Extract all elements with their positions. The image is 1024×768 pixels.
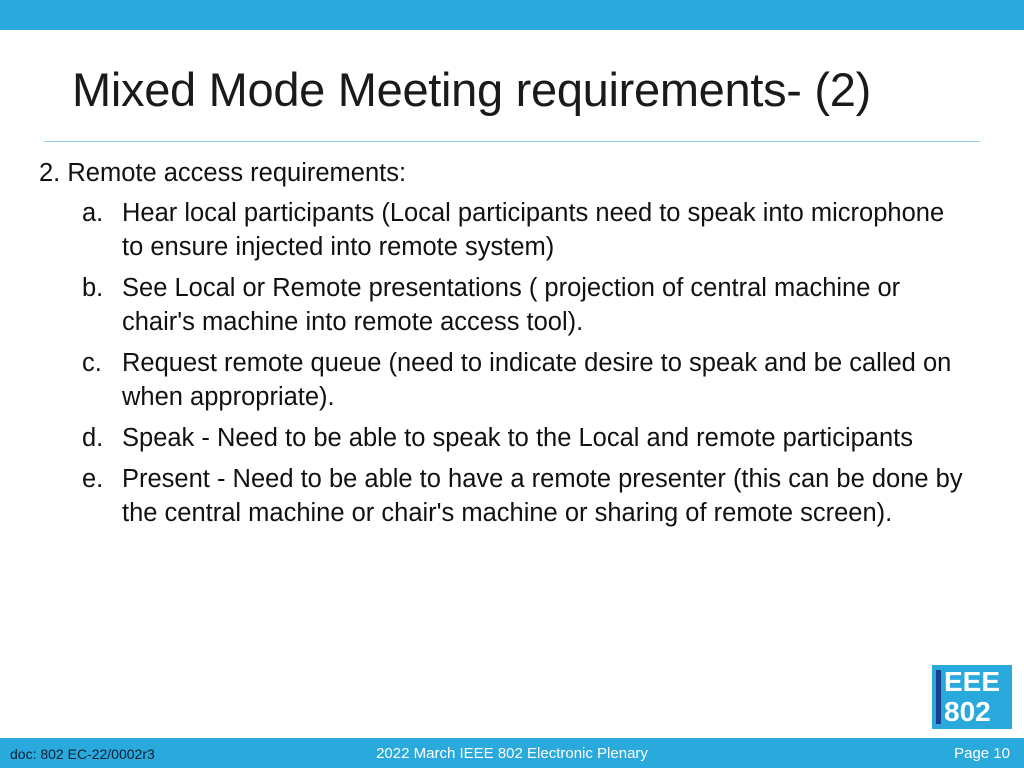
footer-bar <box>0 738 1024 768</box>
list-item-marker: b. <box>82 274 104 302</box>
list-item-text: Request remote queue (need to indicate desire to speak and be called on when appropriate). <box>122 349 952 411</box>
logo-line-2: 802 <box>944 696 991 727</box>
list-item-marker: a. <box>82 199 104 227</box>
footer-page-number: Page 10 <box>954 745 1010 762</box>
list-item-marker: e. <box>82 465 104 493</box>
list-item-marker: d. <box>82 424 104 452</box>
footer-doc-id: doc: 802 EC-22/0002r3 <box>10 746 155 762</box>
logo-stripe <box>936 670 941 724</box>
list-item <box>82 421 969 455</box>
ieee-802-logo <box>932 665 1012 729</box>
slide-title: Mixed Mode Meeting requirements- (2) <box>72 63 871 116</box>
footer-event: 2022 March IEEE 802 Electronic Plenary <box>376 745 648 762</box>
list-item-text: See Local or Remote presentations ( projection of central machine or chair's machine into remote access tool). <box>122 274 901 336</box>
list-item <box>82 462 969 530</box>
logo-line-1: EEE <box>944 666 1001 697</box>
list-item <box>82 346 969 414</box>
list-item-marker: c. <box>82 349 102 377</box>
slide-body <box>39 156 969 537</box>
list-item <box>82 196 969 264</box>
list-item <box>82 271 969 339</box>
logo-text <box>944 667 1010 727</box>
title-divider <box>44 141 980 142</box>
section-heading: 2. Remote access requirements: <box>39 159 407 187</box>
list-item-text: Speak - Need to be able to speak to the Local and remote participants <box>122 424 913 452</box>
list-item-text: Present - Need to be able to have a remote presenter (this can be done by the central machine or chair's machine or sharing of remote screen). <box>122 465 963 527</box>
list-item-text: Hear local participants (Local participants need to speak into microphone to ensure injected into remote system) <box>122 199 945 261</box>
top-banner <box>0 0 1024 30</box>
